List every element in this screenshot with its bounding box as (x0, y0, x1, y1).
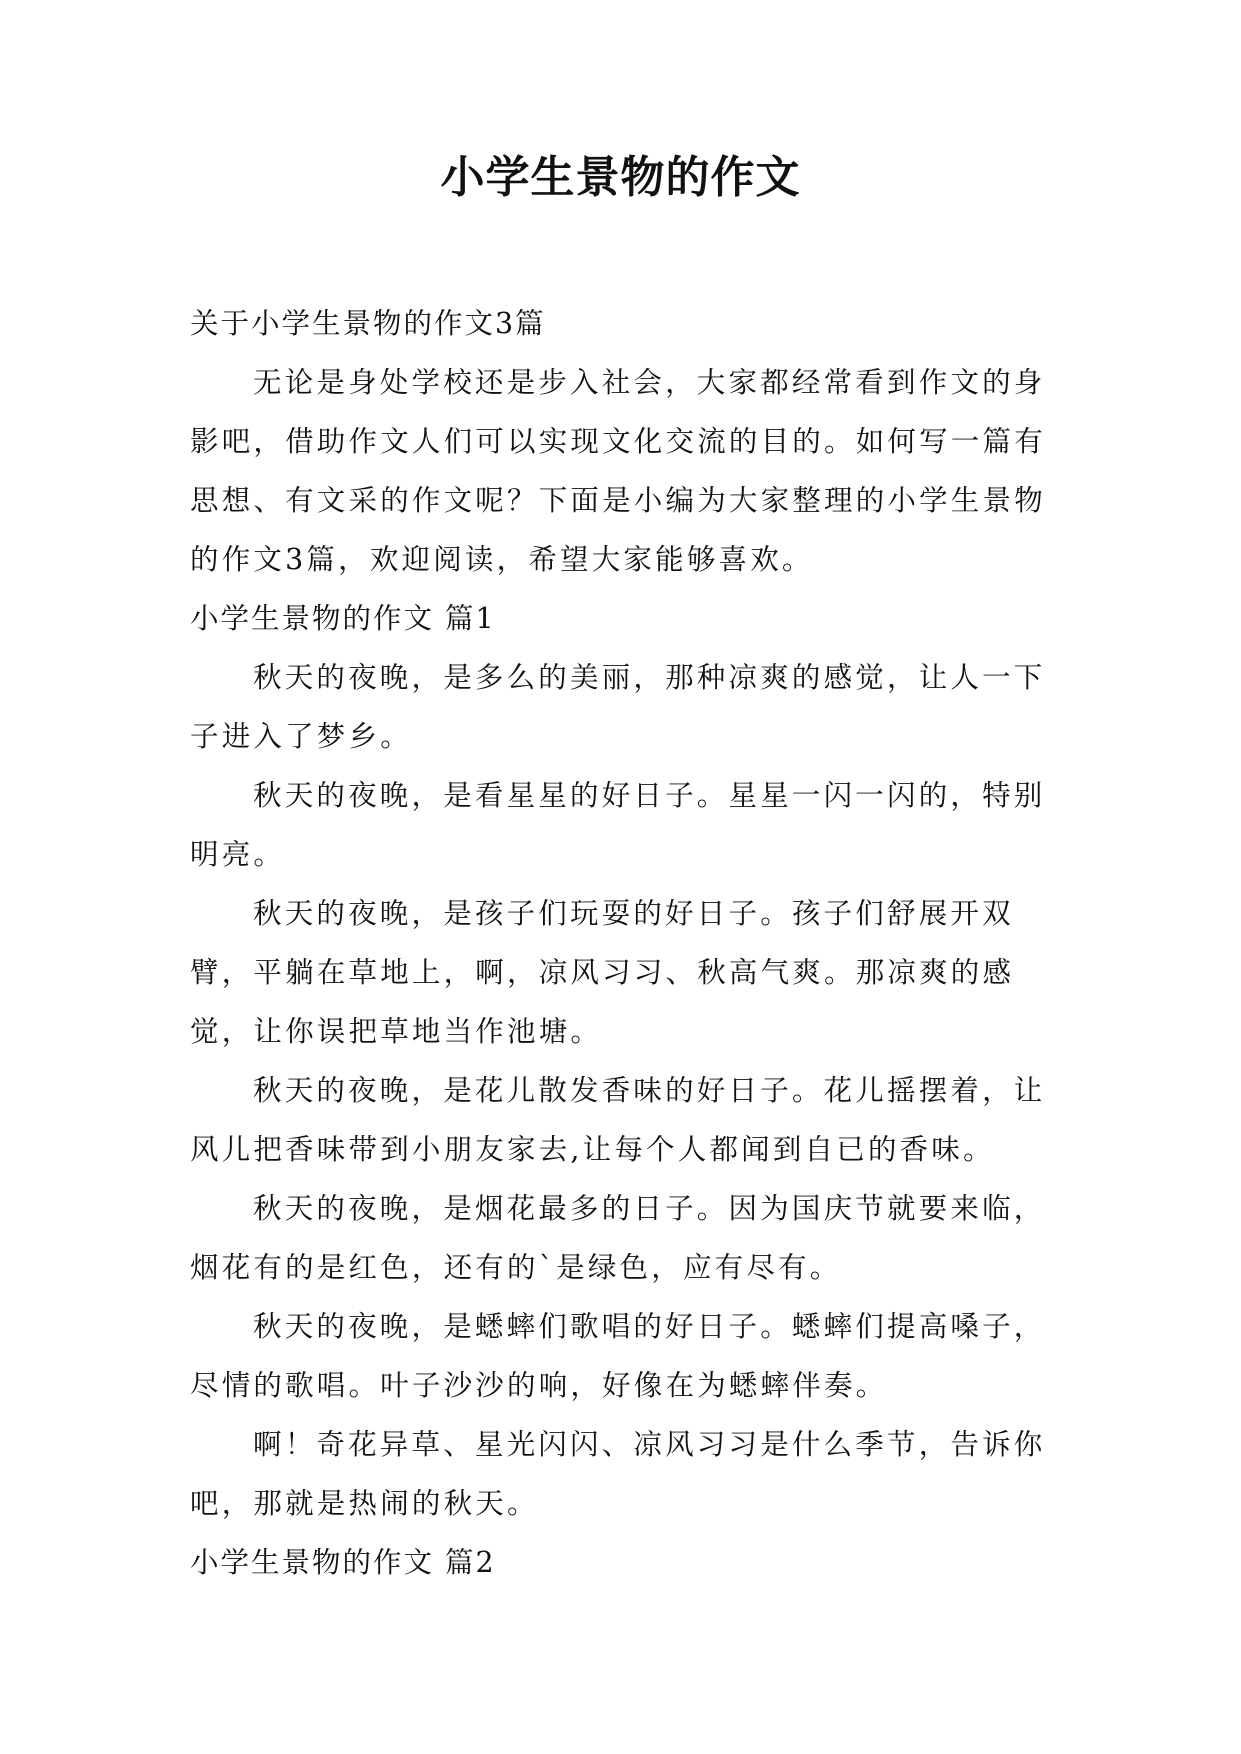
paragraph: 秋天的夜晚，是多么的美丽，那种凉爽的感觉，让人一下子进入了梦乡。 (190, 661, 1046, 753)
paragraph: 秋天的夜晚，是烟花最多的日子。因为国庆节就要来临，烟花有的是红色，还有的`是绿色，应有尽有。 (190, 1192, 1046, 1284)
paragraph: 秋天的夜晚，是蟋蟀们歌唱的好日子。蟋蟀们提高嗓子，尽情的歌唱。叶子沙沙的响，好像在为蟋蟀伴奏。 (190, 1310, 1046, 1402)
paragraph: 秋天的夜晚，是孩子们玩耍的好日子。孩子们舒展开双臂，平躺在草地上，啊，凉风习习、秋高气爽。那凉爽的感觉，让你误把草地当作池塘。 (190, 897, 1015, 1048)
document-body (190, 294, 1050, 1592)
paragraph: 秋天的夜晚，是看星星的好日子。星星一闪一闪的，特别明亮。 (190, 779, 1046, 871)
intro-paragraph: 无论是身处学校还是步入社会，大家都经常看到作文的身影吧，借助作文人们可以实现文化交流的目的。如何写一篇有思想、有文采的作文呢？下面是小编为大家整理的小学生景物的作文3篇，欢迎阅读，希望大家能够喜欢。 (190, 366, 1046, 576)
section-heading-2: 小学生景物的作文 篇2 (190, 1546, 496, 1579)
paragraph: 啊！奇花异草、星光闪闪、凉风习习是什么季节，告诉你吧，那就是热闹的秋天。 (190, 1428, 1046, 1520)
section-heading-1: 小学生景物的作文 篇1 (190, 602, 496, 635)
document-subtitle: 关于小学生景物的作文3篇 (190, 307, 546, 340)
page-title: 小学生景物的作文 (440, 152, 801, 203)
paragraph: 秋天的夜晚，是花儿散发香味的好日子。花儿摇摆着，让风儿把香味带到小朋友家去,让每个人都闻到自已的香味。 (190, 1074, 1046, 1166)
